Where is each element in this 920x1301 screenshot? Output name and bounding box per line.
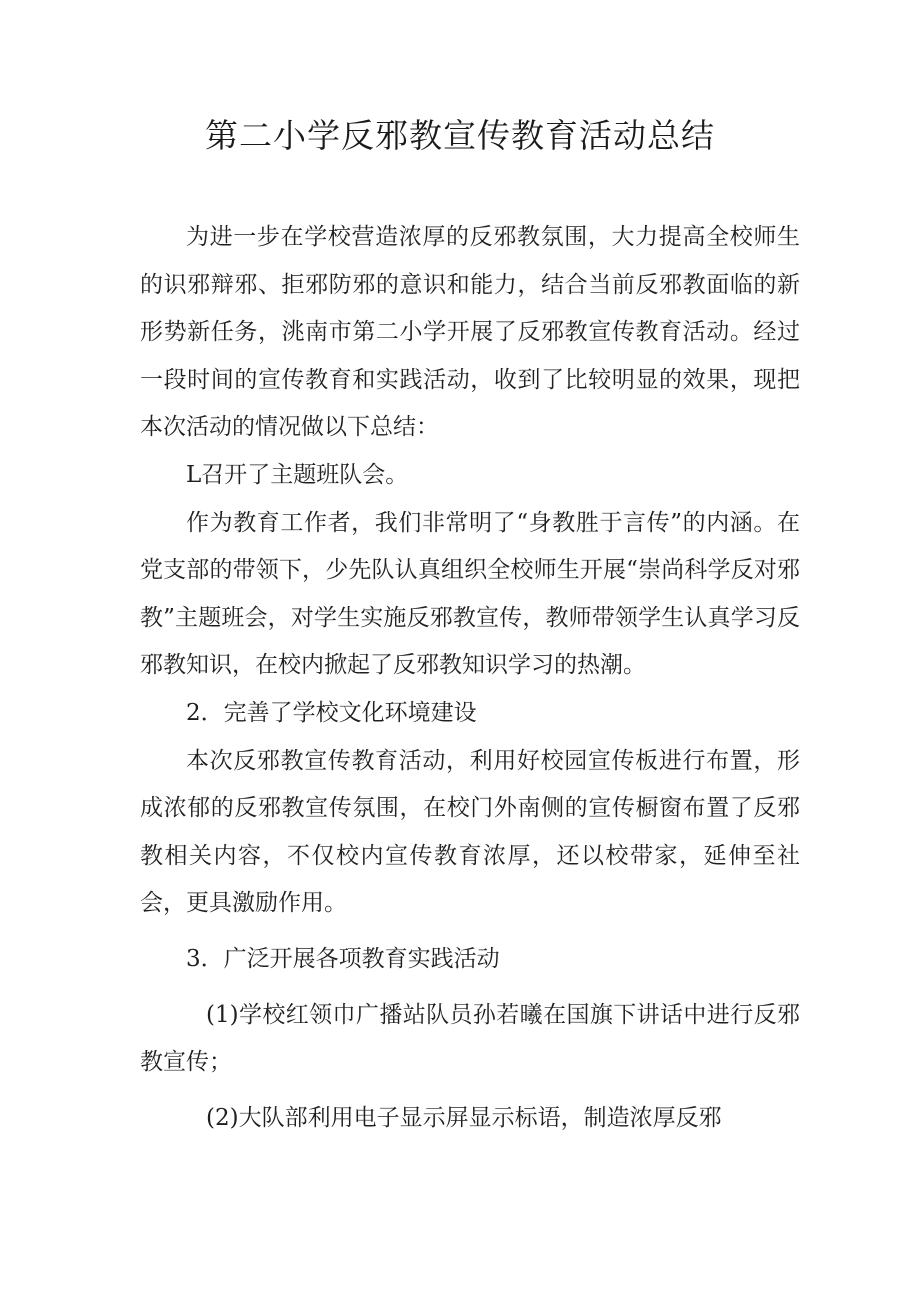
document-title: 第二小学反邪教宣传教育活动总结 xyxy=(205,116,715,155)
section-1-paragraph: 作为教育工作者，我们非常明了“身教胜于言传”的内涵。在党支部的带领下，少先队认真组织全校师生开展“崇尚科学反对邪教”主题班会，对学生实施反邪教宣传，教师带领学生认真学习反邪教知识，在校内掀起了反邪教知识学习的热潮。 xyxy=(140,509,800,679)
section-1-heading: L召开了主题班队会。 xyxy=(186,461,409,488)
section-2-paragraph: 本次反邪教宣传教育活动，利用好校园宣传板进行布置，形成浓郁的反邪教宣传氛围，在校门外南侧的宣传橱窗布置了反邪教相关内容，不仅校内宣传教育浓厚，还以校带家，延伸至社会，更具激励作用。 xyxy=(140,747,800,917)
section-3-item-2: (2)大队部利用电子显示屏显示标语，制造浓厚反邪 xyxy=(206,1104,722,1131)
section-spacer xyxy=(140,1087,800,1095)
section-spacer xyxy=(140,984,800,992)
section-2-heading: 2．完善了学校文化环境建设 xyxy=(186,699,477,726)
section-3-item-1: (1)学校红领巾广播站队员孙若曦在国旗下讲话中进行反邪教宣传； xyxy=(140,1001,800,1076)
intro-paragraph: 为进一步在学校营造浓厚的反邪教氛围，大力提高全校师生的识邪辩邪、拒邪防邪的意识和能力，结合当前反邪教面临的新形势新任务，洮南市第二小学开展了反邪教宣传教育活动。经过一段时间的宣传教育和实践活动，收到了比较明显的效果，现把本次活动的情况做以下总结： xyxy=(140,224,800,441)
section-spacer xyxy=(140,928,800,936)
section-3-heading: 3．广泛开展各项教育实践活动 xyxy=(186,945,500,972)
document-body xyxy=(140,214,800,1142)
